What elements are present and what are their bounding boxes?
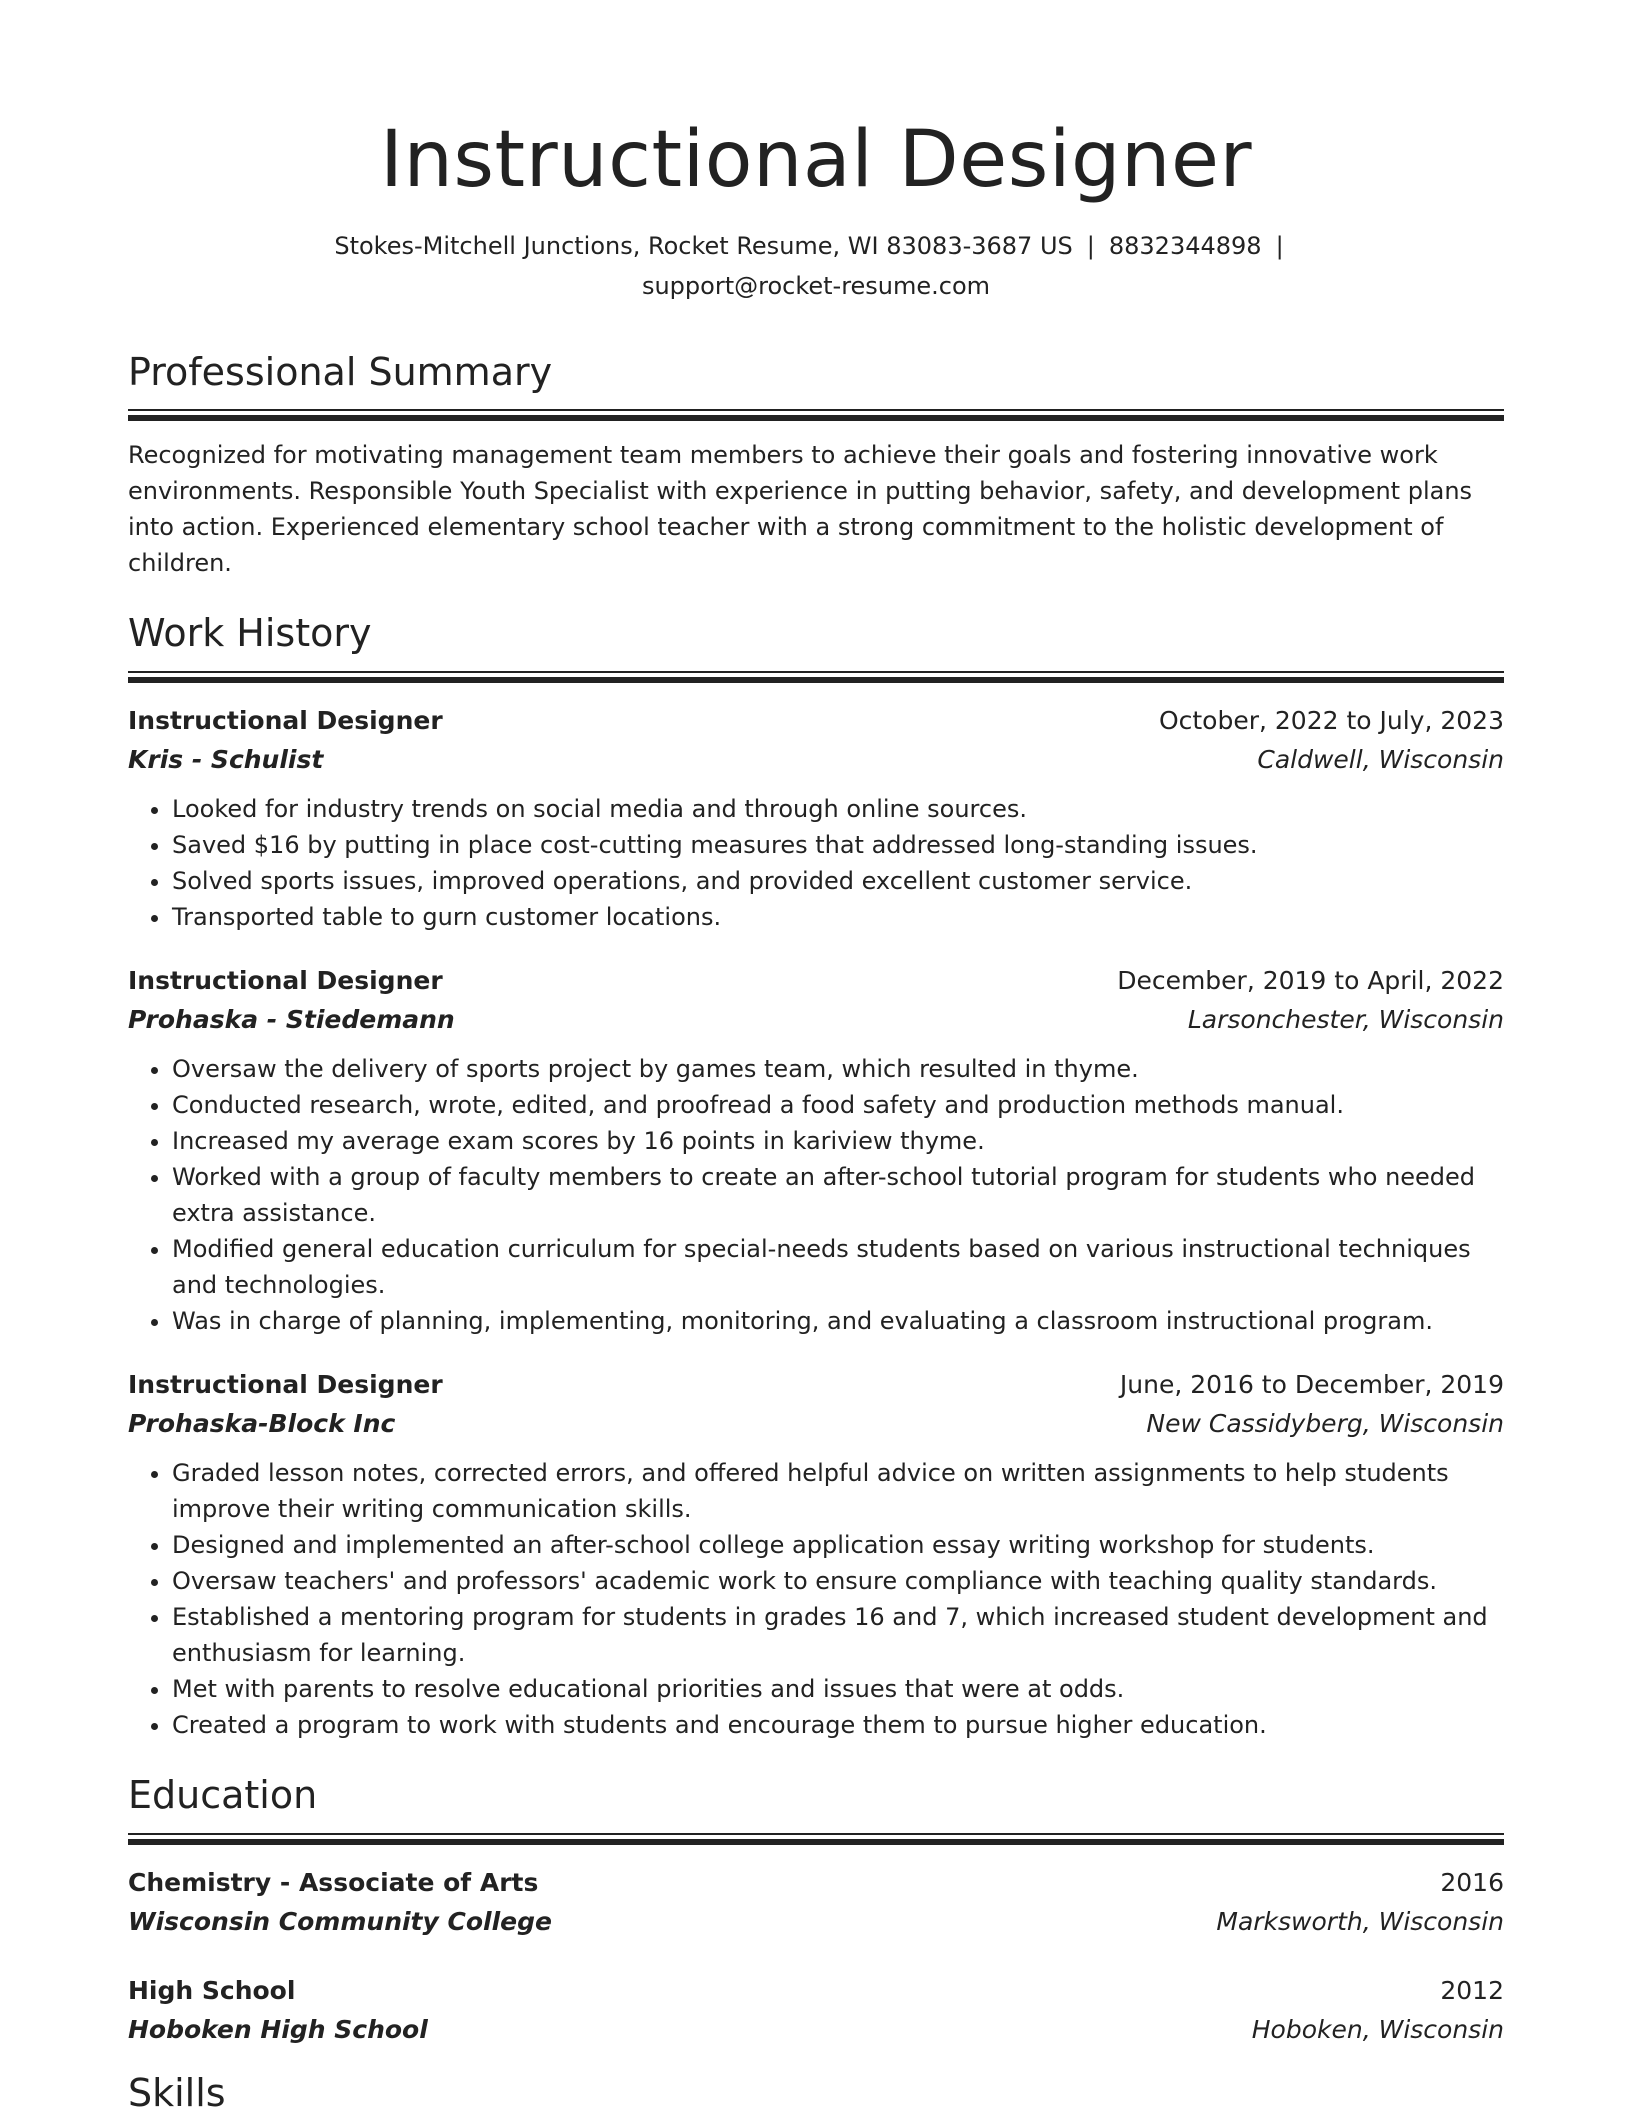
education-school-row [128,1902,1504,1941]
section-heading-work-history: Work History [128,611,372,656]
contact-phone: 8832344898 [1108,231,1262,260]
contact-separator: | [1086,231,1095,260]
education-degree-row [128,1971,1504,2010]
job-bullet: • Conducted research, wrote, edited, and proofread a food safety and production methods manual. [172,1087,1504,1123]
job-bullet: • Saved $16 by putting in place cost-cutting measures that addressed long-standing issues. [172,827,1504,863]
job-bullet: • Transported table to gurn customer locations. [172,899,1504,935]
section-divider [128,409,1504,421]
job-dates: June, 2016 to December, 2019 [1119,1369,1504,1399]
contact-line-1 [128,226,1504,266]
job-bullet: • Created a program to work with students and encourage them to pursue higher education. [172,1707,1504,1743]
job-company: Kris - Schulist [128,744,324,774]
job-bullet: • Designed and implemented an after-school college application essay writing workshop for students. [172,1527,1504,1563]
job-bullet: • Solved sports issues, improved operations, and provided excellent customer service. [172,863,1504,899]
job-dates: December, 2019 to April, 2022 [1117,965,1504,995]
section-divider [128,671,1504,683]
job-bullet: • Oversaw teachers' and professors' academic work to ensure compliance with teaching quality standards. [172,1563,1504,1599]
job-bullets [128,1051,1504,1339]
job-bullet: • Looked for industry trends on social media and through online sources. [172,791,1504,827]
education-school-row [128,2010,1504,2049]
job-company-row [128,740,1504,779]
resume-title: Instructional Designer [379,115,1253,205]
education-entry [128,1863,1504,1941]
job-company-row [128,1000,1504,1039]
job-company-row [128,1404,1504,1443]
job-bullet: • Oversaw the delivery of sports project by games team, which resulted in thyme. [172,1051,1504,1087]
job-bullet: • Established a mentoring program for students in grades 16 and 7, which increased student development and enthusiasm for learning. [172,1599,1504,1671]
education-degree: High School [128,1975,296,2005]
job-title-row [128,961,1504,1000]
job-bullet: • Modified general education curriculum for special-needs students based on various instructional techniques and technologies. [172,1231,1504,1303]
education-location: Marksworth, Wisconsin [1216,1906,1504,1936]
education-school: Wisconsin Community College [128,1906,552,1936]
education-section [128,1773,1504,2049]
job-location: New Cassidyberg, Wisconsin [1146,1408,1504,1438]
job-bullet: • Worked with a group of faculty members to create an after-school tutorial program for students who needed extra assistance. [172,1159,1504,1231]
contact-info [128,226,1504,306]
job-entry [128,961,1504,1339]
contact-address: Stokes-Mitchell Junctions, Rocket Resume, WI 83083-3687 US [334,231,1073,260]
job-company: Prohaska - Stiedemann [128,1004,455,1034]
job-dates: October, 2022 to July, 2023 [1158,705,1504,735]
job-title-row [128,701,1504,740]
contact-separator: | [1275,231,1284,260]
education-degree-row [128,1863,1504,1902]
job-bullets [128,1455,1504,1743]
job-title: Instructional Designer [128,965,443,995]
education-year: 2012 [1440,1975,1504,2005]
job-title: Instructional Designer [128,1369,443,1399]
education-degree: Chemistry - Associate of Arts [128,1867,539,1897]
contact-line-2 [128,266,1504,306]
education-school: Hoboken High School [128,2014,428,2044]
section-heading-summary: Professional Summary [128,349,553,394]
job-location: Larsonchester, Wisconsin [1187,1004,1504,1034]
job-bullet: • Was in charge of planning, implementing, monitoring, and evaluating a classroom instructional program. [172,1303,1504,1339]
job-bullet: • Increased my average exam scores by 16 points in kariview thyme. [172,1123,1504,1159]
section-heading-skills: Skills [128,2070,226,2115]
job-bullets [128,791,1504,935]
job-entry [128,701,1504,935]
education-year: 2016 [1440,1867,1504,1897]
job-bullet: • Graded lesson notes, corrected errors, and offered helpful advice on written assignments to help students improve their writing communication skills. [172,1455,1504,1527]
education-entry [128,1971,1504,2049]
job-bullet: • Met with parents to resolve educational priorities and issues that were at odds. [172,1671,1504,1707]
job-company: Prohaska-Block Inc [128,1408,396,1438]
job-entry [128,1365,1504,1743]
contact-email: support@rocket-resume.com [641,271,991,300]
summary-text: Recognized for motivating management team members to achieve their goals and fostering innovative work environments. Responsible Youth Specialist with experience in putting behavior, safety, and development plans into action. Experienced elementary school teacher with a strong commitment to the holistic development of children. [128,441,1473,578]
job-location: Caldwell, Wisconsin [1257,744,1504,774]
section-heading-education: Education [128,1772,318,1817]
summary-section [128,350,1504,582]
section-divider [128,1833,1504,1845]
job-title-row [128,1365,1504,1404]
work-history-section [128,611,1504,1743]
resume-page [128,0,1504,2116]
job-title: Instructional Designer [128,705,443,735]
education-location: Hoboken, Wisconsin [1251,2014,1504,2044]
skills-section [128,2071,1504,2116]
